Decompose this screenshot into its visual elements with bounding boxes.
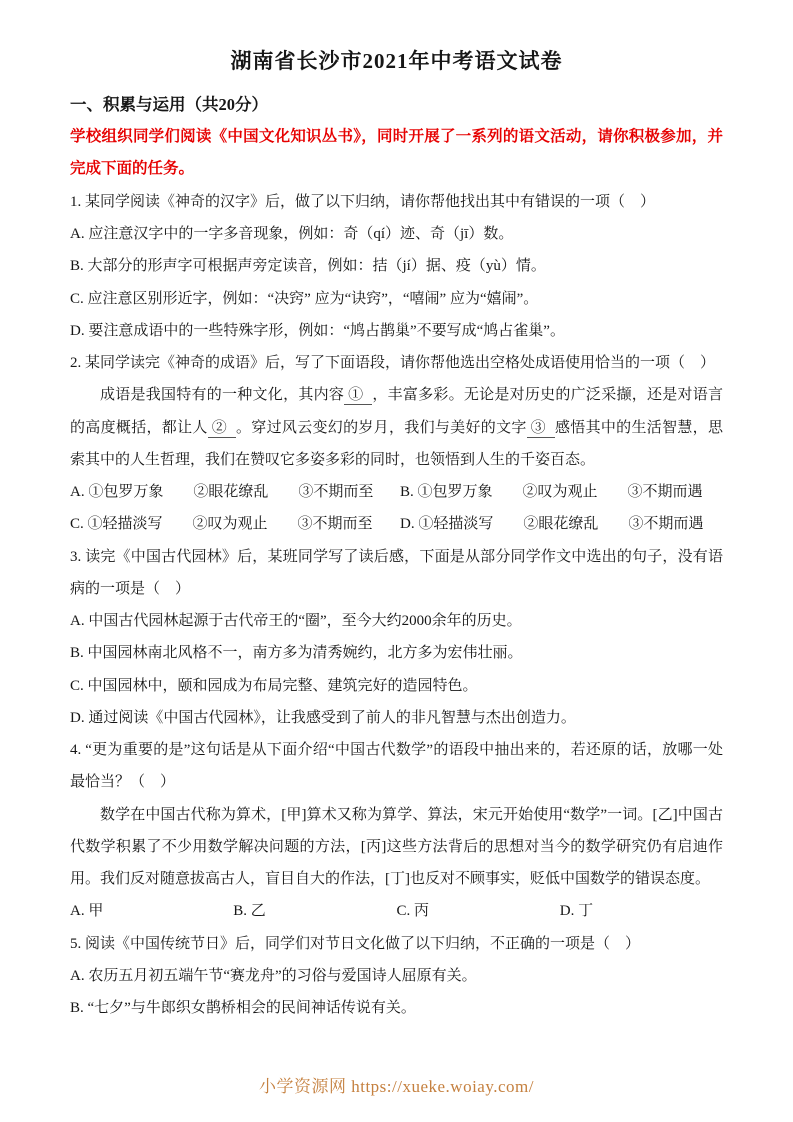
q2-passage-seg4: 感悟其中的生活智慧，思索其中的人生哲理，我们在赞叹它多姿多彩的同时，也领悟到人生的千姿百态。 (70, 419, 723, 468)
q3-option-a: A. 中国古代园林起源于古代帝王的“圈”，至今大约2000余年的历史。 (70, 613, 522, 630)
q4-option-c: C. 丙 (396, 903, 430, 920)
q3-option-c: C. 中国园林中，颐和园成为布局完整、建筑完好的造园特色。 (70, 677, 478, 694)
q2-passage-seg2: ，丰富多彩。无论是对历史的广泛采撷，还是对语言的高度概括，都让人 (70, 387, 723, 436)
q4-stem: 4. “更为重要的是”这句话是从下面介绍“中国古代数学”的语段中抽出来的，若还原的话，放哪一处最恰当？（ ） (70, 742, 723, 791)
q2-options-row-1 (70, 476, 723, 508)
q1-option-b: B. 大部分的形声字可根据声旁定读音，例如：拮（jí）据、疫（yù）情。 (70, 258, 546, 275)
q3-option-d: D. 通过阅读《中国古代园林》，让我感受到了前人的非凡智慧与杰出创造力。 (70, 709, 576, 726)
page-title: 湖南省长沙市2021年中考语文试卷 (230, 49, 563, 73)
q2-passage-seg1: 成语是我国特有的一种文化，其内容 (100, 387, 345, 404)
q4-options-row (70, 895, 723, 927)
footer-watermark-text: 小学资源网 https://xueke.woiay.com/ (258, 1076, 534, 1096)
section-heading: 一、积累与运用（共20分） (70, 94, 268, 114)
q4-option-a: A. 甲 (70, 903, 104, 920)
q3-option-b: B. 中国园林南北风格不一，南方多为清秀婉约，北方多为宏伟壮丽。 (70, 645, 523, 662)
q1-option-c: C. 应注意区别形近字，例如：“决窍” 应为“诀窍”，“嘻闹” 应为“嬉闹”。 (70, 290, 539, 307)
q2-passage (70, 379, 723, 476)
q5-option-a: A. 农历五月初五端午节“赛龙舟”的习俗与爱国诗人屈原有关。 (70, 967, 477, 984)
q2-blank-2: ② (208, 420, 236, 438)
q2-passage-seg3: 。穿过风云变幻的岁月，我们与美好的文字 (236, 419, 527, 436)
q1-option-a: A. 应注意汉字中的一字多音现象，例如：奇（qí）迹、奇（jī）数。 (70, 226, 514, 243)
q1-option-d: D. 要注意成语中的一些特殊字形，例如：“鸠占鹊巢”不要写成“鸠占雀巢”。 (70, 322, 565, 339)
intro-text: 学校组织同学们阅读《中国文化知识丛书》，同时开展了一系列的语文活动，请你积极参加，并完成下面的任务。 (70, 127, 723, 178)
q3-stem: 3. 读完《中国古代园林》后，某班同学写了读后感，下面是从部分同学作文中选出的句子，没有语病的一项是（ ） (70, 548, 723, 597)
q2-option-d: D. ①轻描淡写 ②眼花缭乱 ③不期而遇 (400, 516, 704, 533)
footer-watermark (70, 1073, 723, 1108)
q4-option-d: D. 丁 (559, 903, 594, 920)
q2-option-a: A. ①包罗万象 ②眼花缭乱 ③不期而至 (70, 484, 374, 501)
q2-option-c: C. ①轻描淡写 ②叹为观止 ③不期而至 (70, 516, 373, 533)
q2-stem: 2. 某同学读完《神奇的成语》后，写了下面语段，请你帮他选出空格处成语使用恰当的一项（ ） (70, 355, 716, 372)
q2-option-b: B. ①包罗万象 ②叹为观止 ③不期而遇 (400, 484, 703, 501)
q4-option-b: B. 乙 (233, 903, 266, 920)
q2-blank-1: ① (344, 387, 372, 405)
q4-passage: 数学在中国古代称为算术，[甲]算术又称为算学、算法，宋元开始使用“数学”一词。[乙]中国古代数学积累了不少用数学解决问题的方法，[丙]这些方法背后的思想对当今的数学研究仍有启迪作用。我们反对随意拔高古人，盲目自大的作法，[丁]也反对不顾事实，贬低中国数学的错误态度。 (70, 806, 723, 888)
q5-stem: 5. 阅读《中国传统节日》后，同学们对节日文化做了以下归纳，不正确的一项是（ ） (70, 935, 641, 952)
q1-stem: 1. 某同学阅读《神奇的汉字》后，做了以下归纳，请你帮他找出其中有错误的一项（ ） (70, 193, 656, 210)
q5-option-b: B. “七夕”与牛郎织女鹊桥相会的民间神话传说有关。 (70, 1000, 416, 1017)
q2-blank-3: ③ (527, 420, 555, 438)
q2-options-row-2 (70, 508, 723, 540)
